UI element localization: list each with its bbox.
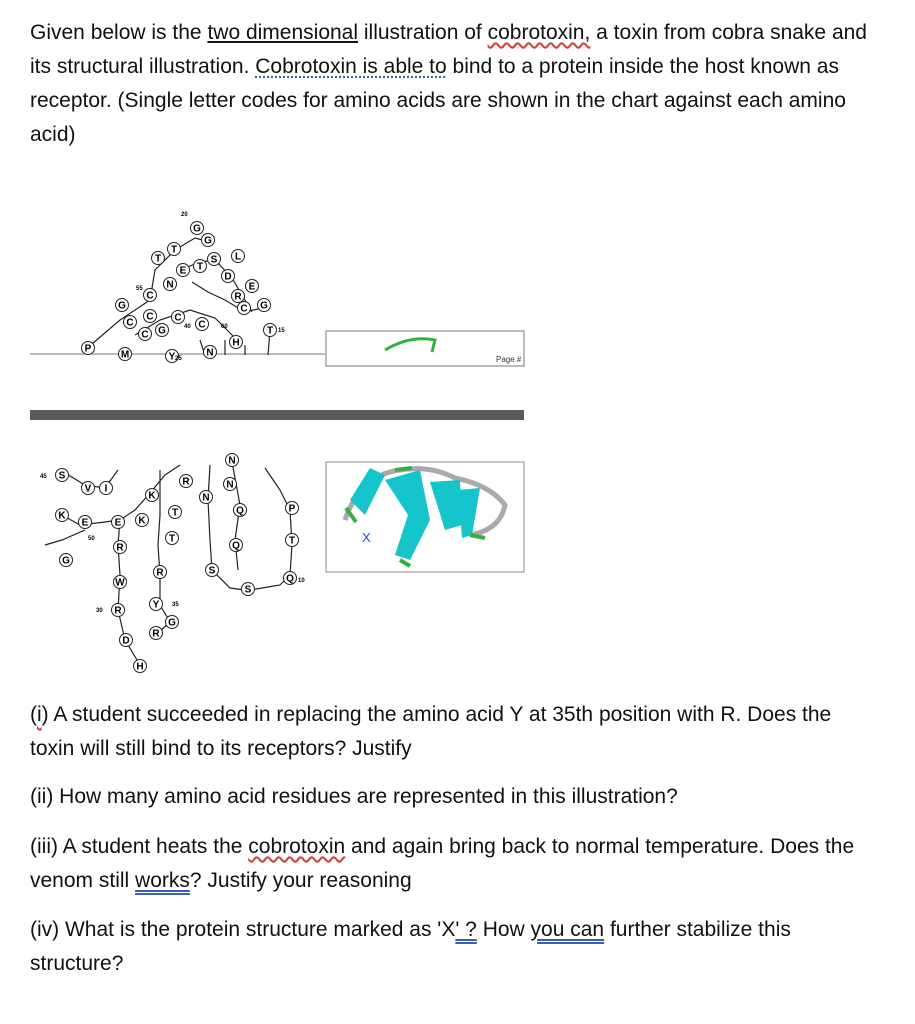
- svg-text:C: C: [146, 311, 154, 323]
- helix-strand-2: [385, 470, 430, 560]
- svg-text:R: R: [116, 542, 124, 554]
- bottom-residue-4: [146, 489, 159, 502]
- svg-text:E: E: [114, 517, 122, 529]
- svg-text:S: S: [244, 584, 252, 596]
- bottom-position-number: 45: [40, 474, 47, 480]
- top-residue-3: [168, 243, 181, 256]
- top-residue-22: [264, 324, 277, 337]
- svg-text:C: C: [141, 329, 149, 341]
- bottom-residue-30: [134, 660, 147, 673]
- top-residue-17: [144, 310, 157, 323]
- svg-text:Q: Q: [236, 505, 244, 517]
- cobrotoxin-text: cobrotoxin,: [487, 21, 591, 44]
- svg-text:K: K: [148, 490, 156, 502]
- top-residue-2: [202, 234, 215, 247]
- svg-text:Y: Y: [152, 599, 160, 611]
- bottom-residue-15: [286, 502, 299, 515]
- top-residue-25: [82, 342, 95, 355]
- svg-text:N: N: [202, 492, 210, 504]
- bottom-residue-26: [242, 583, 255, 596]
- top-residue-11: [164, 278, 177, 291]
- svg-text:S: S: [210, 254, 218, 266]
- helix-strand-1: [350, 468, 385, 515]
- svg-text:N: N: [228, 455, 236, 467]
- intro-paragraph: Given below is the two dimensional illustration of cobrotoxin, a toxin from cobra snake and its structural illustration. Cobrotoxin is able to bind to a protein inside the host known as receptor. (Single letter codes for amino acids are shown in the chart against each amino acid): [30, 21, 867, 146]
- bottom-position-number: 35: [172, 602, 179, 608]
- svg-text:C: C: [126, 317, 134, 329]
- bottom-residue-27: [166, 616, 179, 629]
- bottom-backbone: [45, 462, 292, 665]
- svg-text:C: C: [240, 303, 248, 315]
- question-i: (i) A student succeeded in replacing the amino acid Y at 35th position with R. Does the toxin will still bind to its receptors? Justify: [30, 703, 832, 760]
- svg-text:C: C: [198, 319, 206, 331]
- svg-text:I: I: [104, 483, 108, 495]
- svg-text:E: E: [248, 281, 256, 293]
- bottom-residue-22: [206, 564, 219, 577]
- bottom-residue-13: [79, 516, 92, 529]
- bottom-residue-1: [56, 469, 69, 482]
- svg-text:D: D: [122, 635, 130, 647]
- svg-text:R: R: [234, 291, 242, 303]
- svg-text:V: V: [84, 483, 92, 495]
- svg-text:H: H: [232, 337, 240, 349]
- bottom-sequence-diagram: [40, 454, 305, 673]
- top-residue-7: [177, 264, 190, 277]
- top-residue-5: [232, 250, 245, 263]
- bottom-residue-8: [180, 475, 193, 488]
- svg-text:G: G: [62, 555, 70, 567]
- svg-text:P: P: [288, 503, 296, 515]
- svg-text:C: C: [146, 290, 154, 302]
- bottom-residue-19: [286, 534, 299, 547]
- top-position-number: 25: [175, 356, 182, 362]
- top-position-number: 20: [181, 212, 188, 218]
- bottom-residue-5: [112, 516, 125, 529]
- bottom-residue-16: [114, 541, 127, 554]
- bottom-residue-10: [226, 454, 239, 467]
- bottom-residue-18: [230, 539, 243, 552]
- svg-text:N: N: [206, 347, 214, 359]
- top-residue-4: [208, 253, 221, 266]
- bottom-position-number: 30: [96, 608, 103, 614]
- top-residue-10: [246, 280, 259, 293]
- bottom-residue-9: [224, 478, 237, 491]
- svg-text:Q: Q: [232, 540, 240, 552]
- svg-text:T: T: [170, 244, 178, 256]
- helix-strand-4: [458, 488, 480, 538]
- top-residue-27: [139, 328, 152, 341]
- svg-text:R: R: [152, 628, 160, 640]
- top-residue-6: [152, 252, 165, 265]
- top-sequence-diagram: [30, 212, 524, 366]
- svg-text:E: E: [179, 265, 187, 277]
- svg-text:G: G: [204, 235, 212, 247]
- top-residue-1: [191, 222, 204, 235]
- bottom-residue-7: [200, 491, 213, 504]
- svg-text:Q: Q: [286, 573, 294, 585]
- green-turn-3: [400, 560, 410, 566]
- bottom-residue-23: [284, 572, 297, 585]
- svg-text:S: S: [208, 565, 216, 577]
- top-position-number: 55: [136, 286, 143, 292]
- green-turn-4: [470, 535, 485, 538]
- x-marker-label: X: [362, 530, 371, 545]
- svg-text:R: R: [182, 476, 190, 488]
- svg-text:K: K: [58, 510, 66, 522]
- svg-text:H: H: [136, 661, 144, 673]
- svg-text:T: T: [168, 533, 176, 545]
- top-position-number: 40: [184, 324, 191, 330]
- svg-text:E: E: [81, 517, 89, 529]
- dark-separator-bar: [30, 410, 524, 420]
- top-residue-19: [172, 311, 185, 324]
- svg-text:T: T: [288, 535, 296, 547]
- helix-strand-3: [430, 480, 462, 530]
- bottom-residue-6: [136, 514, 149, 527]
- svg-text:G: G: [168, 617, 176, 629]
- svg-text:K: K: [138, 515, 146, 527]
- bottom-residue-17: [166, 532, 179, 545]
- svg-text:S: S: [58, 470, 66, 482]
- top-position-number: 15: [278, 328, 285, 334]
- svg-text:M: M: [120, 349, 130, 361]
- svg-text:L: L: [234, 251, 242, 263]
- top-residue-14: [238, 302, 251, 315]
- green-turn-fragment: [385, 339, 435, 352]
- svg-text:W: W: [115, 577, 125, 589]
- top-residue-8: [194, 260, 207, 273]
- svg-text:G: G: [260, 300, 268, 312]
- top-residue-15: [116, 299, 129, 312]
- top-residue-20: [196, 318, 209, 331]
- svg-text:G: G: [118, 300, 126, 312]
- top-residue-9: [222, 270, 235, 283]
- top-residue-13: [232, 290, 245, 303]
- svg-text:R: R: [114, 605, 122, 617]
- svg-text:C: C: [174, 312, 182, 324]
- top-residue-12: [144, 289, 157, 302]
- bottom-residue-29: [150, 627, 163, 640]
- top-residue-16: [258, 299, 271, 312]
- svg-text:T: T: [171, 507, 179, 519]
- bottom-residue-12: [56, 509, 69, 522]
- bottom-residue-20: [114, 576, 127, 589]
- bottom-residue-25: [150, 598, 163, 611]
- svg-text:Y: Y: [168, 351, 176, 363]
- svg-text:N: N: [226, 479, 234, 491]
- svg-text:T: T: [196, 261, 204, 273]
- page-box: [326, 331, 524, 366]
- svg-text:D: D: [224, 271, 232, 283]
- bottom-residue-14: [234, 504, 247, 517]
- cobrotoxin-able-text: Cobrotoxin is able to: [255, 55, 447, 78]
- two-dimensional-text: two dimensional: [207, 21, 359, 44]
- green-turn-2: [395, 468, 412, 470]
- top-residue-18: [124, 316, 137, 329]
- svg-text:T: T: [154, 253, 162, 265]
- question-ii: (ii) How many amino acid residues are represented in this illustration?: [30, 785, 678, 808]
- svg-text:N: N: [166, 279, 174, 291]
- question-iii: (iii) A student heats the cobrotoxin and again bring back to normal temperature. Does the venom still works? Justify your reasoning: [30, 835, 855, 892]
- bottom-residue-31: [60, 554, 73, 567]
- svg-text:T: T: [266, 325, 274, 337]
- svg-text:G: G: [158, 325, 166, 337]
- svg-text:P: P: [84, 343, 92, 355]
- bottom-residue-2: [82, 482, 95, 495]
- svg-text:G: G: [193, 223, 201, 235]
- ribbon-structure: [326, 462, 524, 572]
- bottom-residue-28: [120, 634, 133, 647]
- bottom-position-number: 10: [298, 578, 305, 584]
- page-label: Page #: [496, 355, 522, 364]
- top-residue-26: [119, 348, 132, 361]
- top-residue-23: [230, 336, 243, 349]
- svg-text:R: R: [156, 567, 164, 579]
- question-iv: (iv) What is the protein structure marked as 'X' ? How you can further stabilize this structure?: [30, 918, 791, 975]
- bottom-residue-3: [100, 482, 113, 495]
- bottom-residue-24: [112, 604, 125, 617]
- top-position-number: 60: [221, 324, 228, 330]
- bottom-residue-11: [169, 506, 182, 519]
- top-residue-21: [156, 324, 169, 337]
- top-residue-24: [204, 346, 217, 359]
- bottom-position-number: 50: [88, 536, 95, 542]
- bottom-residue-21: [154, 566, 167, 579]
